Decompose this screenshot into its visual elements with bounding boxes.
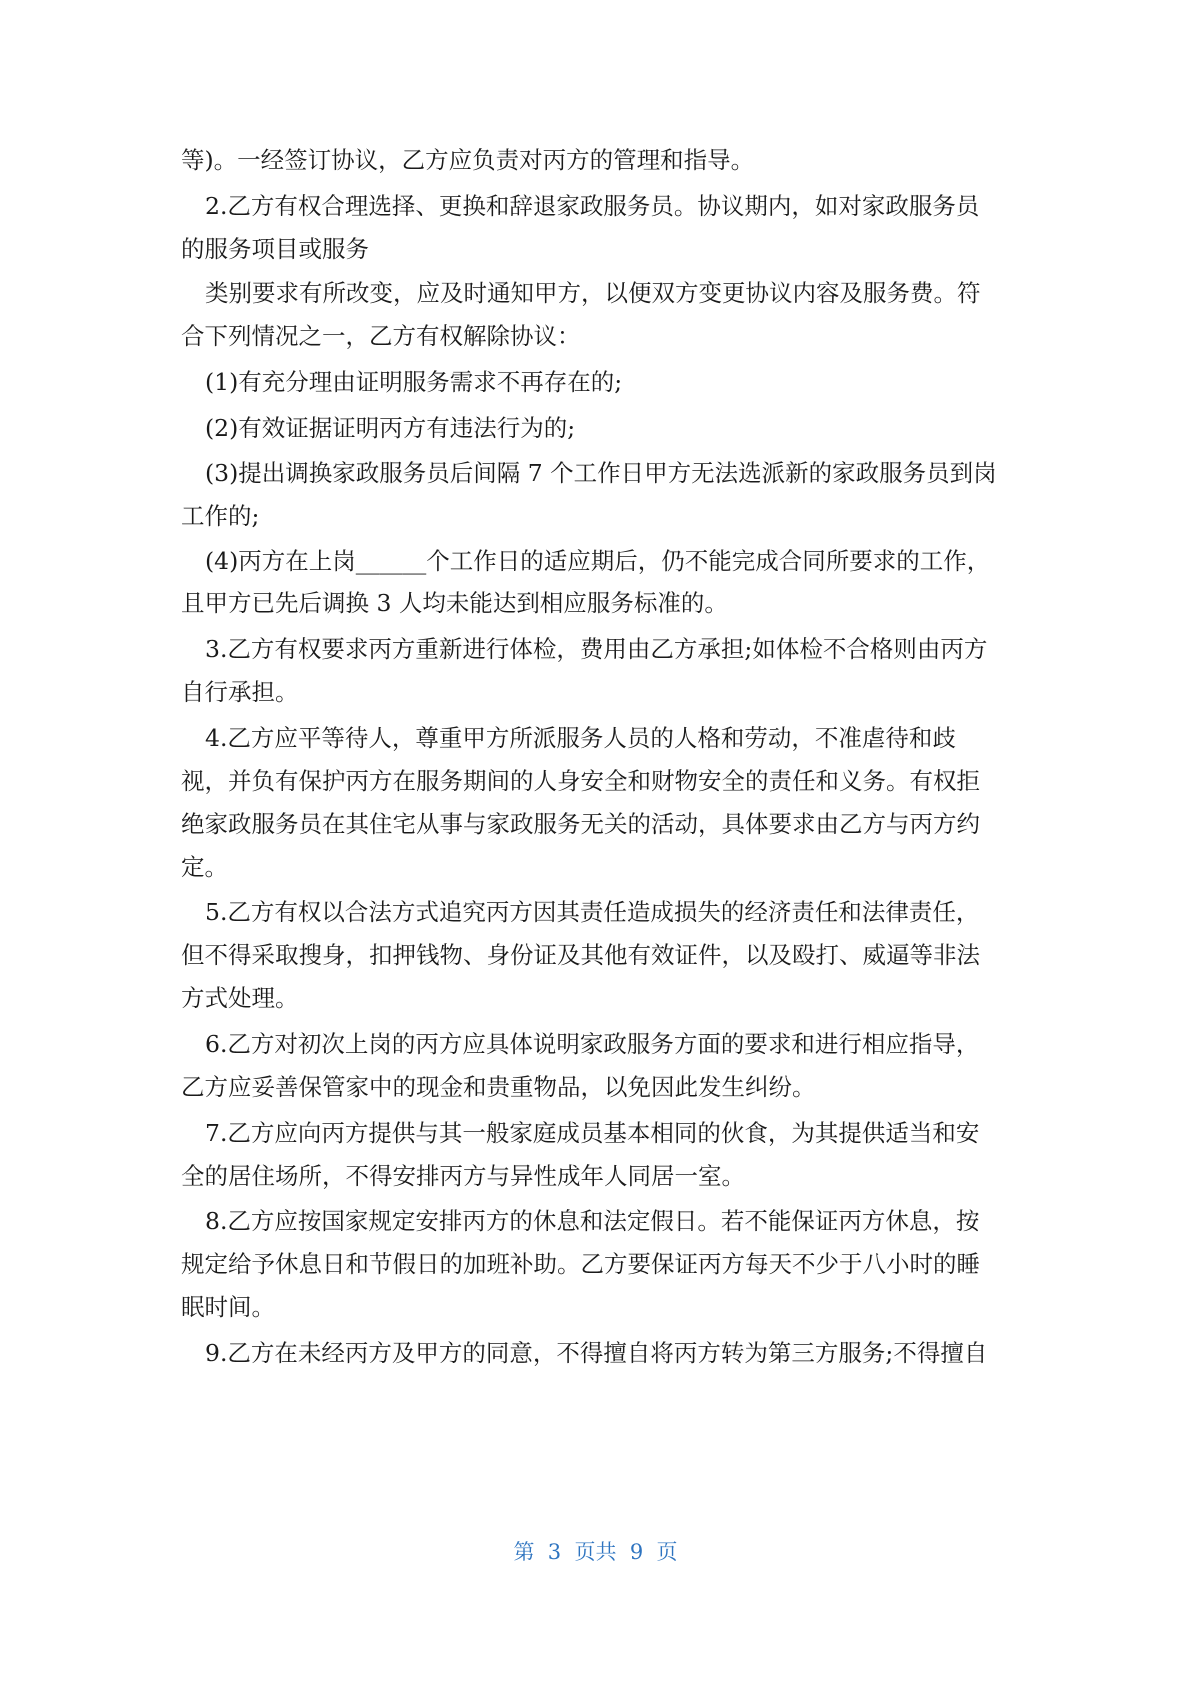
- text-line: 自行承担。: [181, 678, 299, 706]
- text-line: 9.乙方在未经丙方及甲方的同意，不得擅自将丙方转为第三方服务;不得擅自: [205, 1339, 988, 1367]
- text-line: 3.乙方有权要求丙方重新进行体检，费用由乙方承担;如体检不合格则由丙方: [205, 635, 988, 663]
- text-line: 合下列情况之一，乙方有权解除协议：: [181, 322, 581, 350]
- text-line: 绝家政服务员在其住宅从事与家政服务无关的活动，具体要求由乙方与丙方约: [181, 810, 980, 838]
- text-line: 4.乙方应平等待人，尊重甲方所派服务人员的人格和劳动，不准虐待和歧: [205, 724, 956, 752]
- text-line: 类别要求有所改变，应及时通知甲方，以便双方变更协议内容及服务费。符: [205, 279, 981, 307]
- text-line: (2)有效证据证明丙方有违法行为的;: [205, 414, 576, 442]
- text-line: 视，并负有保护丙方在服务期间的人身安全和财物安全的责任和义务。有权拒: [181, 767, 980, 795]
- text-line: 6.乙方对初次上岗的丙方应具体说明家政服务方面的要求和进行相应指导，: [205, 1030, 980, 1058]
- text-line: 方式处理。: [181, 984, 299, 1012]
- text-line: 但不得采取搜身，扣押钱物、身份证及其他有效证件，以及殴打、威逼等非法: [181, 941, 980, 969]
- text-line: 工作的;: [181, 502, 260, 530]
- text-line: 5.乙方有权以合法方式追究丙方因其责任造成损失的经济责任和法律责任，: [205, 898, 980, 926]
- text-line: 规定给予休息日和节假日的加班补助。乙方要保证丙方每天不少于八小时的睡: [181, 1250, 980, 1278]
- text-line: 8.乙方应按国家规定安排丙方的休息和法定假日。若不能保证丙方休息，按: [205, 1207, 980, 1235]
- text-line: 且甲方已先后调换 3 人均未能达到相应服务标准的。: [181, 589, 728, 617]
- text-line: 的服务项目或服务: [181, 235, 369, 263]
- text-line: 2.乙方有权合理选择、更换和辞退家政服务员。协议期内，如对家政服务员: [205, 192, 980, 220]
- text-line: 全的居住场所，不得安排丙方与异性成年人同居一室。: [181, 1162, 745, 1190]
- text-line: 眠时间。: [181, 1293, 275, 1321]
- page-number-footer: 第 3 页共 9 页: [513, 1540, 678, 1564]
- text-line: 7.乙方应向丙方提供与其一般家庭成员基本相同的伙食，为其提供适当和安: [205, 1119, 980, 1147]
- text-line: (1)有充分理由证明服务需求不再存在的;: [205, 368, 623, 396]
- text-line: (3)提出调换家政服务员后间隔 7 个工作日甲方无法选派新的家政服务员到岗: [205, 459, 997, 487]
- text-line: 等)。一经签订协议，乙方应负责对丙方的管理和指导。: [181, 146, 755, 174]
- text-line: 乙方应妥善保管家中的现金和贵重物品，以免因此发生纠纷。: [181, 1073, 816, 1101]
- text-line: (4)丙方在上岗______个工作日的适应期后，仍不能完成合同所要求的工作，: [205, 547, 991, 575]
- text-line: 定。: [181, 853, 228, 881]
